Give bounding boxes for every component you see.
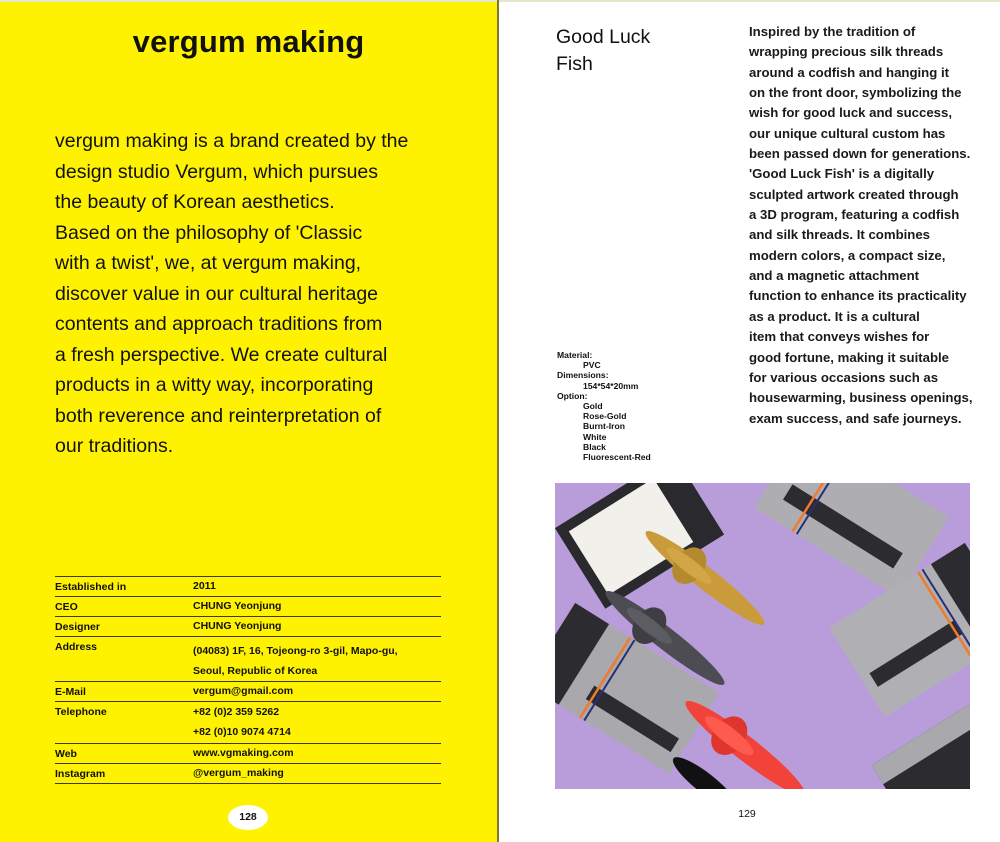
info-value: (04083) 1F, 16, Tojeong-ro 3-gil, Mapo-gu, (193, 645, 398, 657)
desc-line: 'Good Luck Fish' is a digitally (749, 166, 935, 182)
desc-line: function to enhance its practicality (749, 288, 967, 304)
info-label: CEO (55, 601, 78, 613)
intro-line: our traditions. (55, 435, 174, 457)
intro-line: contents and approach traditions from (55, 313, 383, 335)
info-label: Telephone (55, 706, 107, 718)
info-label: Established in (55, 581, 127, 593)
info-value: 2011 (193, 580, 216, 592)
product-photo-illustration (555, 483, 970, 789)
desc-line: for various occasions such as (749, 369, 939, 385)
intro-line: design studio Vergum, which pursues (55, 160, 379, 183)
desc-line: a 3D program, featuring a codfish (749, 207, 960, 223)
info-label: E-Mail (55, 686, 86, 698)
page-number-right: 129 (738, 808, 756, 820)
product-specs (557, 350, 651, 462)
desc-line: modern colors, a compact size, (749, 247, 946, 263)
desc-line: exam success, and safe journeys. (749, 410, 962, 426)
product-title-line: Good Luck (556, 26, 651, 48)
intro-line: both reverence and reinterpretation of (55, 404, 382, 427)
info-row-established (55, 576, 441, 596)
email-value[interactable]: vergum@gmail.com (193, 685, 294, 697)
product-title (556, 24, 706, 78)
desc-line: on the front door, symbolizing the (749, 85, 962, 101)
desc-line: sculpted artwork created through (749, 186, 959, 202)
intro-line: Based on the philosophy of 'Classic (55, 221, 363, 244)
option-value: Gold (583, 401, 603, 412)
intro-line: the beauty of Korean aesthetics. (55, 191, 335, 213)
material-label: Material: (557, 350, 593, 360)
desc-line: our unique cultural custom has (749, 125, 946, 141)
info-row-ceo (55, 596, 441, 616)
info-value: Seoul, Republic of Korea (193, 665, 318, 677)
option-value: White (583, 431, 607, 442)
dimensions-label: Dimensions: (557, 370, 609, 381)
product-description (749, 22, 989, 429)
option-value: Burnt-Iron (583, 421, 626, 432)
info-label: Web (55, 747, 77, 760)
intro-line: discover value in our cultural heritage (55, 282, 379, 305)
desc-line: and a magnetic attachment (749, 268, 920, 284)
info-row-instagram (55, 763, 441, 784)
brand-title: vergum making (132, 24, 365, 59)
desc-line: wish for good luck and success, (749, 105, 952, 121)
company-info-table (55, 576, 441, 784)
info-row-telephone (55, 701, 441, 743)
dimensions-value: 154*54*20mm (583, 380, 639, 391)
desc-line: as a product. It is a cultural (749, 308, 920, 324)
desc-line: good fortune, making it suitable (749, 349, 950, 365)
desc-line: wrapping precious silk threads (749, 44, 944, 60)
info-row-address (55, 636, 441, 681)
option-value: Fluorescent-Red (583, 452, 651, 463)
intro-line: vergum making is a brand created by the (55, 130, 409, 152)
desc-line: been passed down for generations. (749, 146, 971, 162)
intro-line: with a twist', we, at vergum making, (55, 252, 362, 274)
info-label: Instagram (55, 767, 106, 780)
page-number-left: 128 (228, 805, 268, 830)
web-link[interactable]: www.vgmaking.com (193, 746, 294, 759)
info-row-designer (55, 616, 441, 636)
desc-line: and silk threads. It combines (749, 227, 931, 243)
info-label: Designer (55, 621, 100, 633)
instagram-handle[interactable]: @vergum_making (193, 766, 284, 779)
option-label: Option: (557, 390, 588, 401)
material-value: PVC (583, 360, 601, 371)
desc-line: Inspired by the tradition of (749, 24, 916, 39)
info-value: CHUNG Yeonjung (193, 600, 282, 612)
product-title-line: Fish (556, 53, 593, 75)
info-value: CHUNG Yeonjung (193, 620, 282, 632)
desc-line: around a codfish and hanging it (749, 64, 950, 80)
info-value: +82 (0)10 9074 4714 (193, 726, 291, 739)
intro-line: products in a witty way, incorporating (55, 374, 374, 396)
info-row-web (55, 743, 441, 763)
info-label: Address (55, 641, 98, 653)
brand-intro (55, 126, 455, 462)
info-value: +82 (0)2 359 5262 (193, 706, 280, 718)
product-photo (555, 483, 970, 789)
option-value: Rose-Gold (583, 411, 627, 422)
desc-line: item that conveys wishes for (749, 329, 930, 345)
desc-line: housewarming, business openings, (749, 390, 973, 406)
info-row-email (55, 681, 441, 701)
intro-line: a fresh perspective. We create cultural (55, 343, 388, 366)
left-page (0, 2, 497, 842)
option-value: Black (583, 441, 606, 452)
